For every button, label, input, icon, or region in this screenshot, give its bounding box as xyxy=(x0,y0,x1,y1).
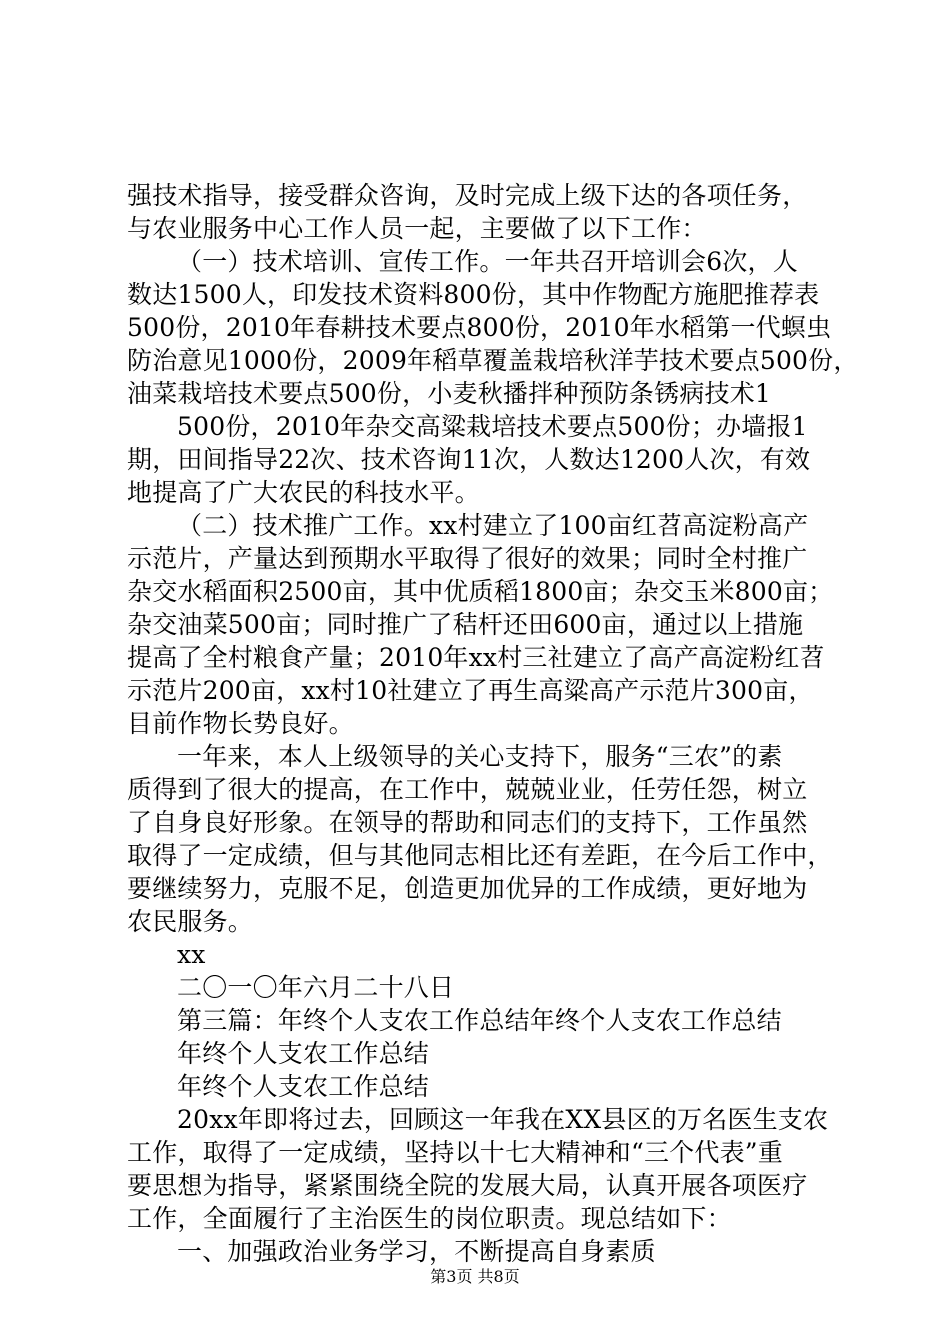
signature-name: xx xyxy=(177,940,206,969)
text-line: 油菜栽培技术要点500份，小麦秋播拌种预防条锈病技术1 xyxy=(127,379,772,408)
section-title: 年终个人支农工作总结 xyxy=(177,1072,430,1101)
text-line: 要继续努力，克服不足，创造更加优异的工作成绩，更好地为 xyxy=(127,874,808,903)
text-line: 示范片200亩，xx村10社建立了再生高粱高产示范片300亩， xyxy=(127,676,814,705)
text-line: 与农业服务中心工作人员一起，主要做了以下工作： xyxy=(127,214,707,243)
text-line: 提高了全村粮食产量；2010年xx村三社建立了高产高淀粉红苕 xyxy=(127,643,825,672)
text-line: 500份，2010年杂交高粱栽培技术要点500份；办墙报1 xyxy=(177,412,808,441)
text-line: 期，田间指导22次、技术咨询11次，人数达1200人次，有效 xyxy=(127,445,811,474)
text-line: 目前作物长势良好。 xyxy=(127,709,354,738)
text-line: 示范片，产量达到预期水平取得了很好的效果；同时全村推广 xyxy=(127,544,808,573)
text-line: 500份，2010年春耕技术要点800份，2010年水稻第一代螟虫 xyxy=(127,313,832,342)
text-line: 强技术指导，接受群众咨询，及时完成上级下达的各项任务， xyxy=(127,181,808,210)
text-line: 防治意见1000份，2009年稻草覆盖栽培秋洋芋技术要点500份， xyxy=(127,346,859,375)
text-line: 地提高了广大农民的科技水平。 xyxy=(127,478,480,507)
text-line: （二）技术推广工作。xx村建立了100亩红苕高淀粉高产 xyxy=(177,511,809,540)
section-title: 年终个人支农工作总结 xyxy=(177,1039,430,1068)
text-line: 要思想为指导，紧紧围绕全院的发展大局，认真开展各项医疗 xyxy=(127,1171,808,1200)
page-footer: 第3页 共8页 xyxy=(430,1267,520,1286)
text-line: 了自身良好形象。在领导的帮助和同志们的支持下，工作虽然 xyxy=(127,808,808,837)
text-line: 数达1500人，印发技术资料800份，其中作物配方施肥推荐表 xyxy=(127,280,820,309)
text-line: 杂交水稻面积2500亩，其中优质稻1800亩；杂交玉米800亩； xyxy=(127,577,834,606)
text-line: 一年来，本人上级领导的关心支持下，服务“三农”的素 xyxy=(177,742,783,771)
section-heading: 第三篇：年终个人支农工作总结年终个人支农工作总结 xyxy=(177,1006,782,1035)
text-line: 质得到了很大的提高，在工作中，兢兢业业，任劳任怨，树立 xyxy=(127,775,808,804)
signature-date: 二〇一〇年六月二十八日 xyxy=(177,973,455,1002)
text-line: 工作，全面履行了主治医生的岗位职责。现总结如下： xyxy=(127,1204,732,1233)
text-line: 工作，取得了一定成绩，坚持以十七大精神和“三个代表”重 xyxy=(127,1138,783,1167)
text-line: 农民服务。 xyxy=(127,907,254,936)
text-line: （一）技术培训、宣传工作。一年共召开培训会6次，人 xyxy=(177,247,798,276)
text-line: 取得了一定成绩，但与其他同志相比还有差距，在今后工作中， xyxy=(127,841,833,870)
subheading: 一、加强政治业务学习，不断提高自身素质 xyxy=(177,1237,656,1266)
text-line: 20xx年即将过去，回顾这一年我在XX县区的万名医生支农 xyxy=(177,1105,829,1134)
text-line: 杂交油菜500亩；同时推广了秸杆还田600亩，通过以上措施 xyxy=(127,610,804,639)
